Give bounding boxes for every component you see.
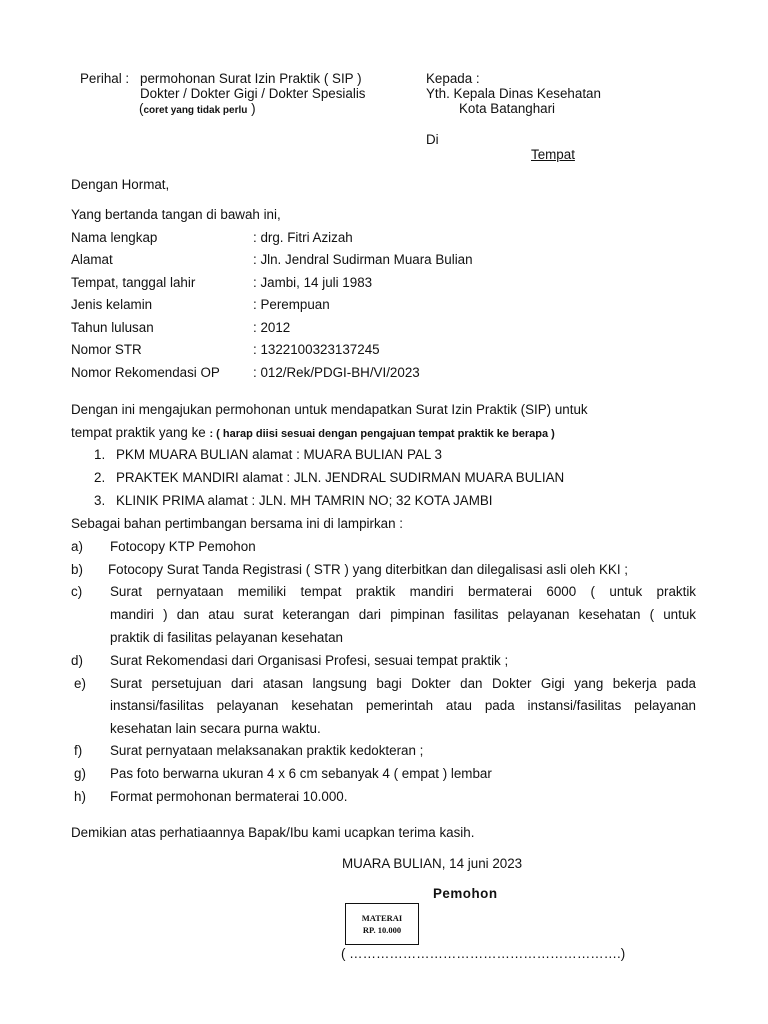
request-line-2-text: tempat praktik yang ke	[71, 425, 206, 440]
attachment-letter-b: b)	[71, 562, 83, 577]
request-line-1: Dengan ini mengajukan permohonan untuk mendapatkan Surat Izin Praktik (SIP) untuk	[71, 402, 588, 417]
field-value-name: : drg. Fitri Azizah	[253, 230, 353, 245]
field-value-str: : 1322100323137245	[253, 342, 380, 357]
perihal-line-2: Dokter / Dokter Gigi / Dokter Spesialis	[140, 86, 366, 101]
attachment-e-line-1: Surat persetujuan dari atasan langsung bagi Dokter dan Dokter Gigi yang bekerja pada	[110, 676, 696, 691]
attachment-letter-e: e)	[74, 676, 86, 691]
attachment-a-line-1: Fotocopy KTP Pemohon	[110, 539, 256, 554]
recipient-title: Yth. Kepala Dinas Kesehatan	[426, 86, 601, 101]
attachment-letter-f: f)	[74, 743, 83, 758]
request-line-2	[71, 425, 555, 440]
attachment-letter-g: g)	[74, 766, 86, 781]
perihal-note	[139, 101, 256, 116]
attachment-c-line-1: Surat pernyataan memiliki tempat praktik mandiri bermaterai 6000 ( untuk praktik	[110, 584, 696, 599]
place-number-2: 2.	[94, 470, 106, 485]
tempat-label: Tempat	[531, 147, 575, 162]
field-label-recommendation: Nomor Rekomendasi OP	[71, 365, 220, 380]
pemohon-label: Pemohon	[433, 886, 498, 901]
attachment-f-line-1: Surat pernyataan melaksanakan praktik kedokteran ;	[110, 743, 424, 758]
field-label-str: Nomor STR	[71, 342, 142, 357]
place-number-1: 1.	[94, 447, 106, 462]
field-value-birth: : Jambi, 14 juli 1983	[253, 275, 373, 290]
intro-text: Yang bertanda tangan di bawah ini,	[71, 207, 281, 222]
field-label-address: Alamat	[71, 252, 113, 267]
place-item-2: PRAKTEK MANDIRI alamat : JLN. JENDRAL SUDIRMAN MUARA BULIAN	[116, 470, 565, 485]
signature-line: ( …………………………………………………….)	[341, 946, 626, 961]
note-text: coret yang tidak perlu	[143, 105, 248, 116]
greeting: Dengan Hormat,	[71, 177, 170, 192]
attachment-b-line-1: Fotocopy Surat Tanda Registrasi ( STR ) yang diterbitkan dan dilegalisasi asli oleh KKI ;	[108, 562, 629, 577]
note-close-paren: )	[251, 101, 256, 116]
materai-line-2: RP. 10.000	[362, 925, 402, 935]
attachment-e-line-3: kesehatan lain secara purna waktu.	[110, 721, 321, 736]
recipient-city: Kota Batanghari	[459, 101, 556, 116]
perihal-label: Perihal :	[80, 71, 130, 86]
di-label: Di	[426, 132, 439, 147]
attachment-letter-a: a)	[71, 539, 83, 554]
field-label-name: Nama lengkap	[71, 230, 158, 245]
place-number-3: 3.	[94, 493, 106, 508]
perihal-line-1: permohonan Surat Izin Praktik ( SIP )	[140, 71, 362, 86]
attachment-letter-c: c)	[71, 584, 83, 599]
field-value-recommendation: : 012/Rek/PDGI-BH/VI/2023	[253, 365, 420, 380]
field-value-address: : Jln. Jendral Sudirman Muara Bulian	[253, 252, 473, 267]
field-value-gender: : Perempuan	[253, 297, 330, 312]
field-label-gender: Jenis kelamin	[71, 297, 153, 312]
attachments-intro: Sebagai bahan pertimbangan bersama ini di lampirkan :	[71, 516, 403, 531]
attachment-c-line-3: praktik di fasilitas pelayanan kesehatan	[110, 630, 343, 645]
attachment-letter-h: h)	[74, 789, 86, 804]
attachment-letter-d: d)	[71, 653, 83, 668]
attachment-d-line-1: Surat Rekomendasi dari Organisasi Profesi, sesuai tempat praktik ;	[110, 653, 509, 668]
request-note: : ( harap diisi sesuai dengan pengajuan tempat praktik ke berapa )	[209, 428, 555, 440]
attachment-e-line-2: instansi/fasilitas pelayanan kesehatan pemerintah atau pada instansi/fasilitas pelayanan	[110, 698, 696, 713]
field-value-graduation: : 2012	[253, 320, 291, 335]
materai-stamp-box	[345, 903, 419, 945]
field-label-graduation: Tahun lulusan	[71, 320, 154, 335]
place-item-1: PKM MUARA BULIAN alamat : MUARA BULIAN PAL 3	[116, 447, 442, 462]
place-item-3: KLINIK PRIMA alamat : JLN. MH TAMRIN NO; 32 KOTA JAMBI	[116, 493, 493, 508]
kepada-label: Kepada :	[426, 71, 480, 86]
attachment-g-line-1: Pas foto berwarna ukuran 4 x 6 cm sebanyak 4 ( empat ) lembar	[110, 766, 492, 781]
place-date: MUARA BULIAN, 14 juni 2023	[342, 856, 523, 871]
attachment-c-line-2: mandiri ) dan atau surat keterangan dari pimpinan fasilitas pelayanan kesehatan ( untuk	[110, 607, 696, 622]
field-label-birth: Tempat, tanggal lahir	[71, 275, 196, 290]
attachment-h-line-1: Format permohonan bermaterai 10.000.	[110, 789, 348, 804]
note-open-paren: (	[139, 101, 144, 116]
closing-text: Demikian atas perhatiaannya Bapak/Ibu kami ucapkan terima kasih.	[71, 825, 475, 840]
materai-line-1: MATERAI	[361, 913, 403, 923]
